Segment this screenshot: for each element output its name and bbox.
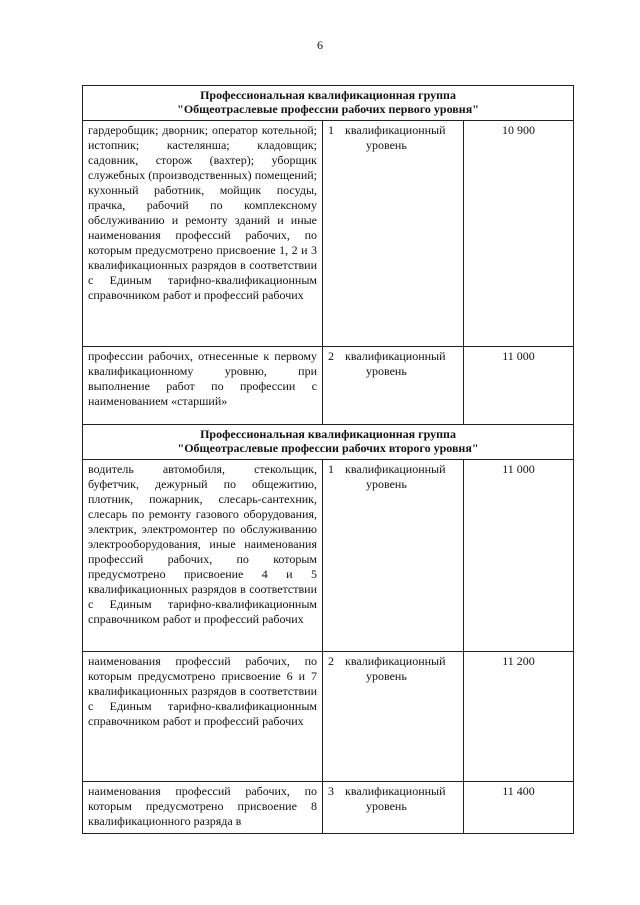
group-header-row [83, 425, 574, 460]
table-row [83, 347, 574, 425]
level-number: 1 [328, 462, 334, 476]
salary-value: 11 000 [464, 460, 574, 652]
group-header-row [83, 86, 574, 121]
salary-value: 11 200 [464, 652, 574, 782]
qualification-level [323, 347, 464, 425]
level-word: квалификационный [345, 349, 446, 363]
level-number: 1 [328, 123, 334, 137]
level-number: 2 [328, 349, 334, 363]
level-word: квалификационный [345, 462, 446, 476]
table-row [83, 782, 574, 834]
page-number: 6 [317, 38, 323, 52]
level-number: 3 [328, 784, 334, 798]
level-word: уровень [366, 799, 407, 813]
group-title: Профессиональная квалификационная группа [200, 427, 456, 441]
profession-description: профессии рабочих, отнесенные к первому квалификационному уровню, при выполнение работ по профессии с наименованием «старший» [83, 347, 323, 425]
level-word: уровень [366, 669, 407, 683]
group-title: Профессиональная квалификационная группа [200, 88, 456, 102]
table-row [83, 121, 574, 347]
group-subtitle: "Общеотраслевые профессии рабочих второго уровня" [177, 441, 479, 455]
group-subtitle: "Общеотраслевые профессии рабочих первого уровня" [177, 102, 479, 116]
qualification-level [323, 782, 464, 834]
profession-description: наименования профессий рабочих, по которым предусмотрено присвоение 8 квалификационного разряда в [83, 782, 323, 834]
level-word: уровень [366, 364, 407, 378]
qualification-level [323, 460, 464, 652]
table-row [83, 652, 574, 782]
level-number: 2 [328, 654, 334, 668]
qualification-level [323, 121, 464, 347]
level-word: уровень [366, 477, 407, 491]
profession-description: наименования профессий рабочих, по которым предусмотрено присвоение 6 и 7 квалификационных разрядов в соответствии с Единым тарифно-квалификационным справочником работ и профессий рабочих [83, 652, 323, 782]
level-word: квалификационный [345, 123, 446, 137]
level-word: уровень [366, 138, 407, 152]
salary-value: 11 000 [464, 347, 574, 425]
qualification-table [82, 85, 574, 834]
salary-value: 11 400 [464, 782, 574, 834]
profession-description: гардеробщик; дворник; оператор котельной; истопник; кастелянша; кладовщик; садовник, сторож (вахтер); уборщик служебных (производственных) помещений; кухонный работник, мойщик посуды, прачка, рабочий по комплексному обслуживанию и ремонту зданий и иные наименования профессий рабочих, по которым предусмотрено присвоение 1, 2 и 3 квалификационных разрядов в соответствии с Единым тарифно-квалификационным справочником работ и профессий рабочих [83, 121, 323, 347]
level-word: квалификационный [345, 784, 446, 798]
table-row [83, 460, 574, 652]
profession-description: водитель автомобиля, стекольщик, буфетчик, дежурный по общежитию, плотник, пожарник, слесарь-сантехник, слесарь по ремонту газового оборудования, электрик, электромонтер по обслуживанию электрооборудования, иные наименования профессий рабочих, по которым предусмотрено присвоение 4 и 5 квалификационных разрядов в соответствии с Единым тарифно-квалификационным справочником работ и профессий рабочих [83, 460, 323, 652]
group-header [83, 425, 574, 460]
level-word: квалификационный [345, 654, 446, 668]
salary-value: 10 900 [464, 121, 574, 347]
qualification-level [323, 652, 464, 782]
group-header [83, 86, 574, 121]
